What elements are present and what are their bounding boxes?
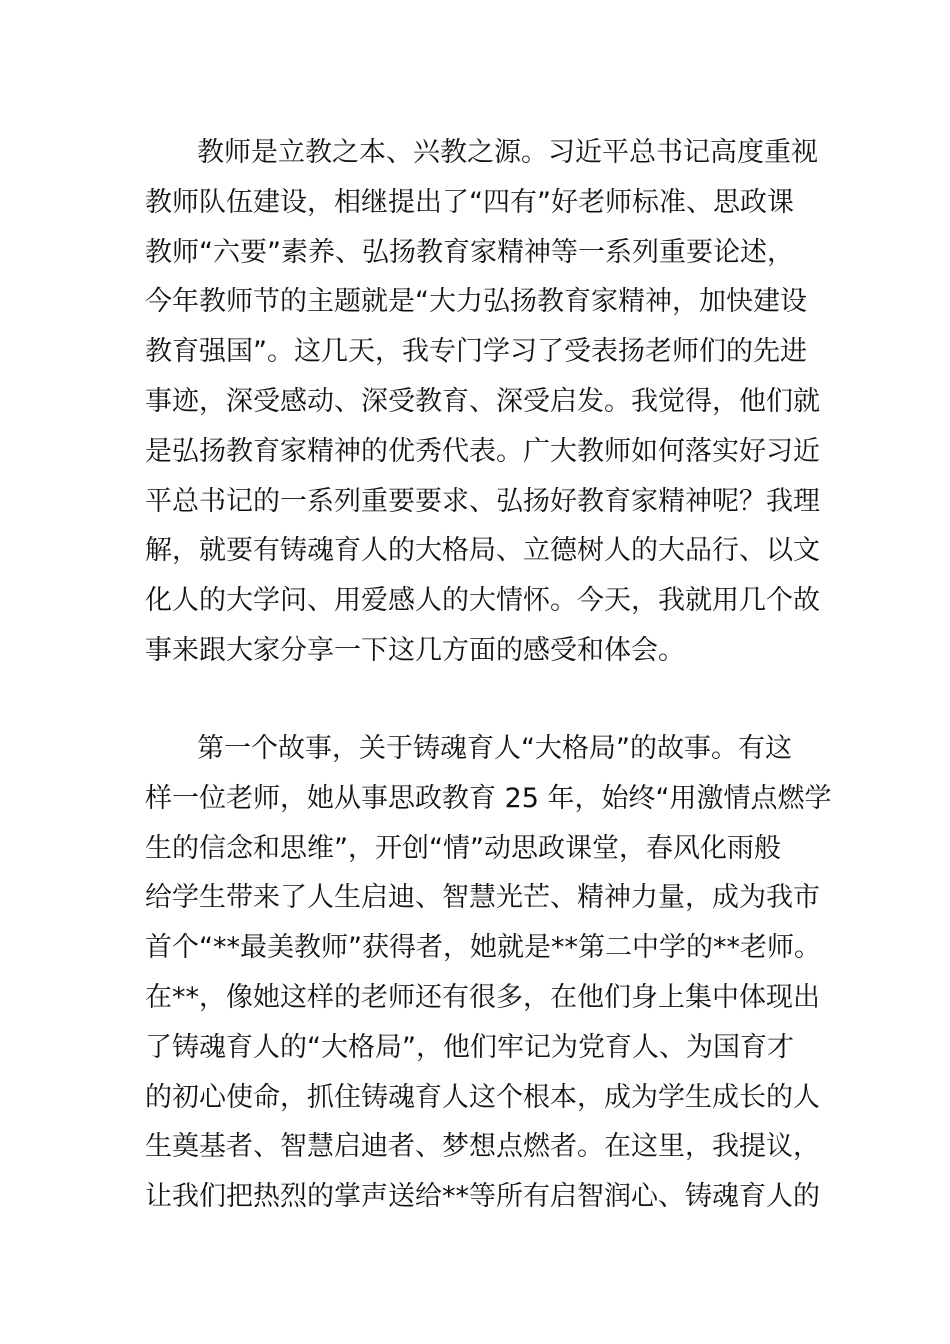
text-line: 事来跟大家分享一下这几方面的感受和体会。 xyxy=(145,634,685,666)
text-line: 教育强国”。这几天，我专门学习了受表扬老师们的先进 xyxy=(145,336,807,368)
text-line: 让我们把热烈的掌声送给**等所有启智润心、铸魂育人的 xyxy=(145,1181,820,1213)
text-line: 第一个故事，关于铸魂育人“大格局”的故事。有这 xyxy=(197,733,792,764)
text-line: 的初心使命，抓住铸魂育人这个根本，成为学生成长的人 xyxy=(145,1081,820,1113)
text-line: 教师“六要”素养、弘扬教育家精神等一系列重要论述， xyxy=(145,236,794,268)
paragraph-intro xyxy=(145,128,820,676)
text-line: 在**，像她这样的老师还有很多，在他们身上集中体现出 xyxy=(145,981,820,1013)
text-line: 教师队伍建设，相继提出了“四有”好老师标准、思政课 xyxy=(145,186,794,218)
text-line: 平总书记的一系列重要要求、弘扬好教育家精神呢？我理 xyxy=(145,485,820,517)
text-line: 生的信念和思维”，开创“情”动思政课堂，春风化雨般 xyxy=(145,832,781,864)
text-line: 解，就要有铸魂育人的大格局、立德树人的大品行、以文 xyxy=(145,535,820,567)
text-line: 给学生带来了人生启迪、智慧光芒、精神力量，成为我市 xyxy=(145,882,820,914)
text-line: 教师是立教之本、兴教之源。习近平总书记高度重视 xyxy=(197,137,818,168)
text-line: 首个“**最美教师”获得者，她就是**第二中学的**老师。 xyxy=(145,932,821,964)
text-line: 了铸魂育人的“大格局”，他们牢记为党育人、为国育才 xyxy=(145,1031,794,1063)
text-line: 事迹，深受感动、深受教育、深受启发。我觉得，他们就 xyxy=(145,385,820,417)
text-line: 生奠基者、智慧启迪者、梦想点燃者。在这里，我提议， xyxy=(145,1131,820,1163)
text-line: 样一位老师，她从事思政教育 25 年，始终“用激情点燃学 xyxy=(145,782,832,814)
text-line: 是弘扬教育家精神的优秀代表。广大教师如何落实好习近 xyxy=(145,435,820,467)
text-line: 今年教师节的主题就是“大力弘扬教育家精神，加快建设 xyxy=(145,286,807,318)
text-line: 化人的大学问、用爱感人的大情怀。今天，我就用几个故 xyxy=(145,585,820,617)
paragraph-first-story xyxy=(145,724,832,1222)
